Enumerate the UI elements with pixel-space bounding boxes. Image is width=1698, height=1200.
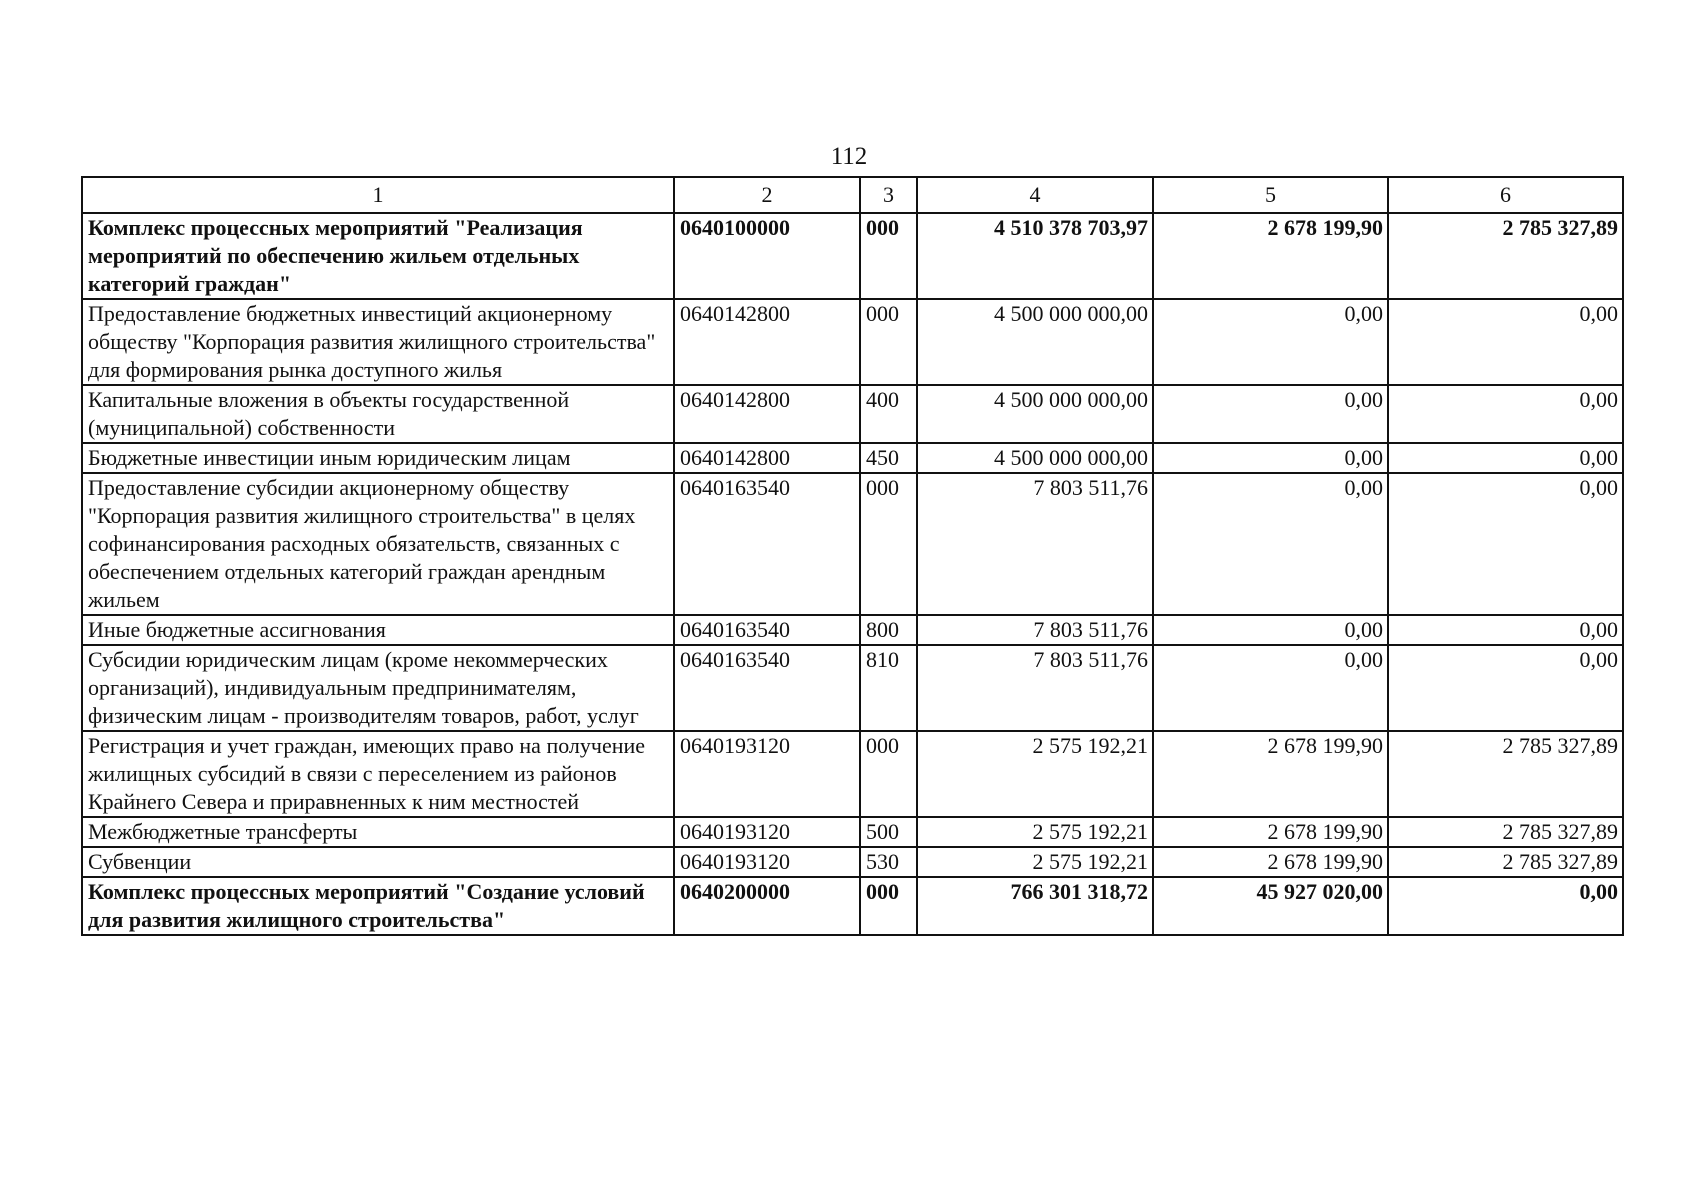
row-name: Предоставление субсидии акционерному обществу "Корпорация развития жилищного строительства" в целях софинансирования расходных обязательств, связанных с обеспечением отдельных категорий граждан арендным жильем <box>82 473 674 615</box>
row-amount-6: 2 785 327,89 <box>1388 817 1623 847</box>
table-row <box>82 877 1623 935</box>
row-amount-5: 2 678 199,90 <box>1153 731 1388 817</box>
row-amount-5: 0,00 <box>1153 443 1388 473</box>
row-type: 000 <box>860 473 917 615</box>
row-name: Предоставление бюджетных инвестиций акционерному обществу "Корпорация развития жилищного строительства" для формирования рынка доступного жилья <box>82 299 674 385</box>
row-type: 000 <box>860 299 917 385</box>
row-code: 0640142800 <box>674 385 860 443</box>
column-header-6: 6 <box>1388 177 1623 213</box>
row-amount-6: 0,00 <box>1388 645 1623 731</box>
row-amount-4: 4 500 000 000,00 <box>917 385 1153 443</box>
row-amount-5: 0,00 <box>1153 385 1388 443</box>
row-code: 0640200000 <box>674 877 860 935</box>
row-amount-4: 2 575 192,21 <box>917 731 1153 817</box>
row-name: Субвенции <box>82 847 674 877</box>
row-amount-4: 4 500 000 000,00 <box>917 443 1153 473</box>
row-amount-6: 2 785 327,89 <box>1388 847 1623 877</box>
row-type: 400 <box>860 385 917 443</box>
row-amount-5: 2 678 199,90 <box>1153 213 1388 299</box>
column-header-1: 1 <box>82 177 674 213</box>
row-name: Комплекс процессных мероприятий "Создание условий для развития жилищного строительства" <box>82 877 674 935</box>
row-amount-4: 766 301 318,72 <box>917 877 1153 935</box>
row-type: 000 <box>860 213 917 299</box>
page-number: 112 <box>830 143 868 170</box>
row-amount-5: 45 927 020,00 <box>1153 877 1388 935</box>
header-row <box>82 177 1623 213</box>
row-name: Бюджетные инвестиции иным юридическим лицам <box>82 443 674 473</box>
row-type: 500 <box>860 817 917 847</box>
row-code: 0640142800 <box>674 443 860 473</box>
row-name: Регистрация и учет граждан, имеющих право на получение жилищных субсидий в связи с переселением из районов Крайнего Севера и приравненных к ним местностей <box>82 731 674 817</box>
row-type: 000 <box>860 877 917 935</box>
row-amount-6: 0,00 <box>1388 299 1623 385</box>
row-code: 0640193120 <box>674 731 860 817</box>
row-type: 450 <box>860 443 917 473</box>
row-amount-4: 4 510 378 703,97 <box>917 213 1153 299</box>
table-body <box>82 213 1623 935</box>
row-amount-6: 2 785 327,89 <box>1388 213 1623 299</box>
column-header-4: 4 <box>917 177 1153 213</box>
table-row <box>82 731 1623 817</box>
row-amount-4: 7 803 511,76 <box>917 615 1153 645</box>
row-amount-5: 0,00 <box>1153 645 1388 731</box>
row-name: Капитальные вложения в объекты государственной (муниципальной) собственности <box>82 385 674 443</box>
row-amount-6: 0,00 <box>1388 385 1623 443</box>
row-name: Межбюджетные трансферты <box>82 817 674 847</box>
row-type: 530 <box>860 847 917 877</box>
column-header-5: 5 <box>1153 177 1388 213</box>
row-name: Иные бюджетные ассигнования <box>82 615 674 645</box>
table-row <box>82 847 1623 877</box>
table-header <box>82 177 1623 213</box>
row-type: 000 <box>860 731 917 817</box>
row-amount-4: 7 803 511,76 <box>917 645 1153 731</box>
table-row <box>82 385 1623 443</box>
row-code: 0640193120 <box>674 817 860 847</box>
row-code: 0640193120 <box>674 847 860 877</box>
row-amount-4: 2 575 192,21 <box>917 817 1153 847</box>
row-amount-4: 7 803 511,76 <box>917 473 1153 615</box>
budget-table <box>81 176 1624 936</box>
column-header-3: 3 <box>860 177 917 213</box>
row-code: 0640163540 <box>674 645 860 731</box>
row-code: 0640163540 <box>674 615 860 645</box>
row-amount-5: 0,00 <box>1153 615 1388 645</box>
row-amount-6: 0,00 <box>1388 877 1623 935</box>
table-row <box>82 443 1623 473</box>
table-row <box>82 645 1623 731</box>
row-amount-6: 2 785 327,89 <box>1388 731 1623 817</box>
row-amount-5: 2 678 199,90 <box>1153 847 1388 877</box>
row-amount-4: 2 575 192,21 <box>917 847 1153 877</box>
table-row <box>82 473 1623 615</box>
row-amount-6: 0,00 <box>1388 473 1623 615</box>
row-code: 0640163540 <box>674 473 860 615</box>
table-row <box>82 213 1623 299</box>
row-name: Субсидии юридическим лицам (кроме некоммерческих организаций), индивидуальным предпринимателям, физическим лицам - производителям товаров, работ, услуг <box>82 645 674 731</box>
row-type: 810 <box>860 645 917 731</box>
table-row <box>82 615 1623 645</box>
row-amount-6: 0,00 <box>1388 615 1623 645</box>
row-amount-5: 0,00 <box>1153 299 1388 385</box>
table-row <box>82 817 1623 847</box>
row-code: 0640100000 <box>674 213 860 299</box>
column-header-2: 2 <box>674 177 860 213</box>
row-amount-5: 0,00 <box>1153 473 1388 615</box>
table-row <box>82 299 1623 385</box>
row-amount-6: 0,00 <box>1388 443 1623 473</box>
row-amount-5: 2 678 199,90 <box>1153 817 1388 847</box>
row-type: 800 <box>860 615 917 645</box>
row-amount-4: 4 500 000 000,00 <box>917 299 1153 385</box>
row-code: 0640142800 <box>674 299 860 385</box>
row-name: Комплекс процессных мероприятий "Реализация мероприятий по обеспечению жильем отдельных категорий граждан" <box>82 213 674 299</box>
